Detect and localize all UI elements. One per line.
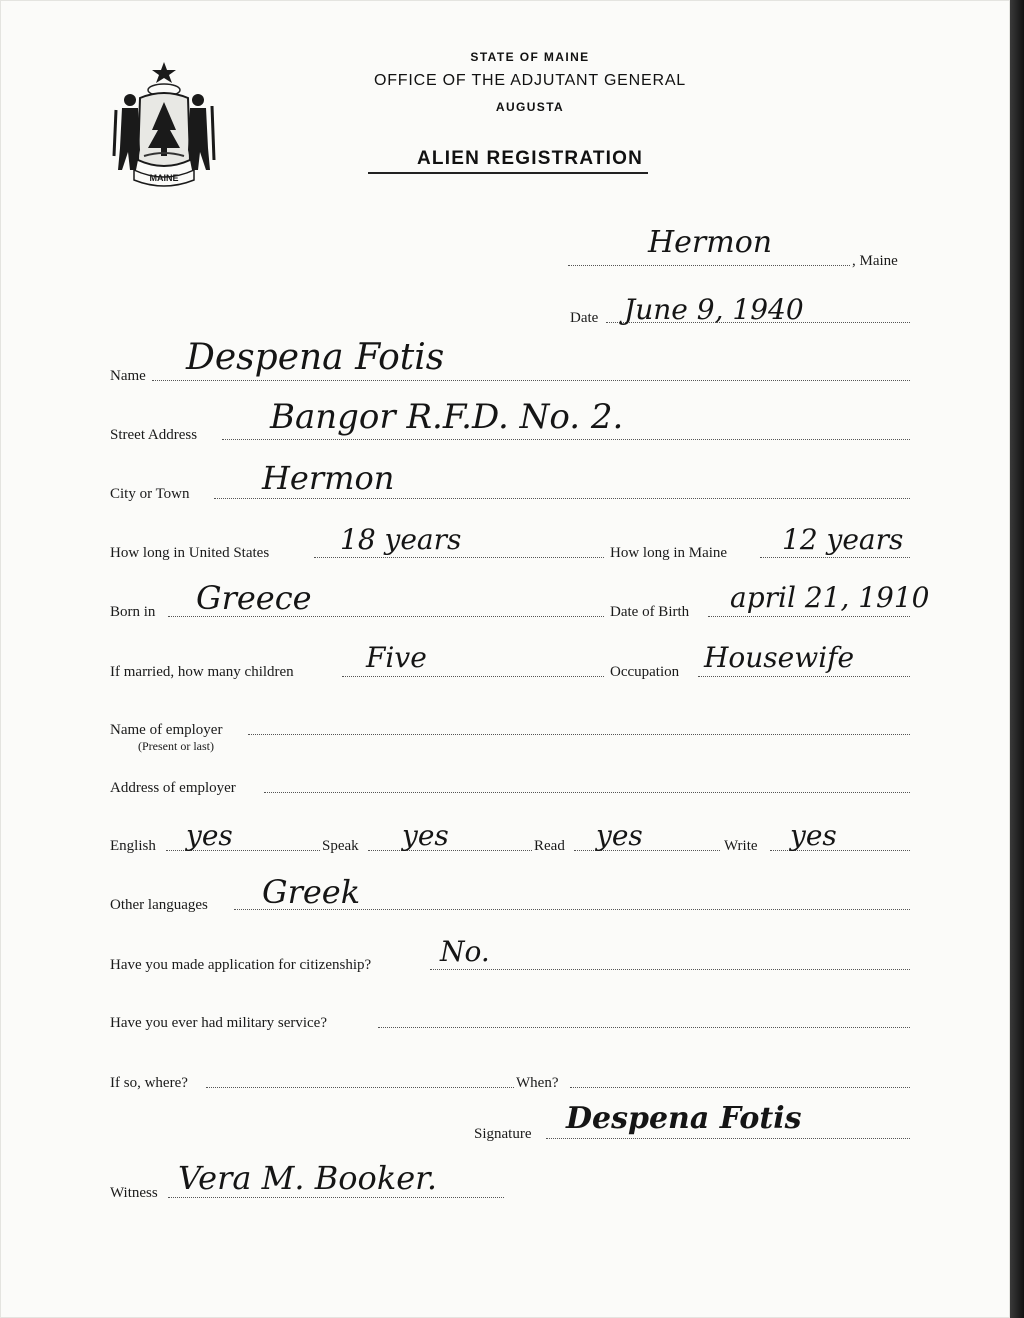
employer-line [248, 734, 910, 735]
us-duration-value: 18 years [340, 523, 462, 556]
english-value: yes [186, 819, 233, 852]
when-line [570, 1087, 910, 1088]
other-languages-value: Greek [262, 873, 361, 911]
citizenship-line [430, 969, 910, 970]
speak-label: Speak [322, 838, 359, 854]
street-line [222, 439, 910, 440]
signature-line [546, 1138, 910, 1139]
street-label: Street Address [110, 427, 198, 443]
military-line [378, 1027, 910, 1028]
children-value: Five [366, 641, 427, 674]
maine-duration-value: 12 years [782, 523, 904, 556]
employer-address-label: Address of employer [110, 780, 236, 796]
employer-label: Name of employer [110, 722, 223, 738]
children-label: If married, how many children [110, 664, 294, 680]
street-value: Bangor R.F.D. No. 2. [270, 397, 624, 437]
town-value: Hermon [648, 225, 773, 260]
city-label: City or Town [110, 486, 190, 502]
witness-value: Vera M. Booker. [178, 1159, 438, 1197]
write-value: yes [790, 819, 837, 852]
witness-label: Witness [110, 1185, 158, 1201]
born-value: Greece [196, 579, 312, 617]
read-label: Read [534, 838, 565, 854]
signature-value: Despena Fotis [566, 1101, 802, 1136]
city-value: Hermon [262, 459, 395, 497]
city-heading: AUGUSTA [495, 100, 565, 114]
signature-label: Signature [474, 1126, 532, 1142]
us-duration-label: How long in United States [110, 545, 270, 561]
where-line [206, 1087, 514, 1088]
form-title: ALIEN REGISTRATION [416, 148, 644, 169]
date-value: June 9, 1940 [624, 293, 804, 326]
occupation-label: Occupation [610, 664, 680, 680]
seal-banner-text: MAINE [149, 173, 179, 183]
maine-duration-line [760, 557, 910, 558]
dob-value: april 21, 1910 [730, 581, 930, 614]
dob-line [708, 616, 910, 617]
maine-state-seal [110, 60, 218, 188]
name-line [152, 380, 910, 381]
citizenship-label: Have you made application for citizenship? [110, 957, 372, 973]
employer-sublabel: (Present or last) [138, 739, 214, 753]
office-heading: OFFICE OF THE ADJUTANT GENERAL [373, 72, 687, 89]
witness-line [168, 1197, 504, 1198]
city-line [214, 498, 910, 499]
state-heading: STATE OF MAINE [470, 50, 590, 64]
speak-line [368, 850, 532, 851]
employer-address-line [264, 792, 910, 793]
write-label: Write [724, 838, 758, 854]
born-label: Born in [110, 604, 156, 620]
citizenship-value: No. [440, 935, 490, 968]
military-label: Have you ever had military service? [110, 1015, 327, 1031]
occupation-line [698, 676, 910, 677]
read-value: yes [596, 819, 643, 852]
us-duration-line [314, 557, 604, 558]
maine-duration-label: How long in Maine [610, 545, 728, 561]
occupation-value: Housewife [704, 641, 855, 674]
name-label: Name [110, 368, 146, 384]
english-label: English [110, 838, 156, 854]
dob-label: Date of Birth [610, 604, 690, 620]
title-underline [368, 172, 648, 174]
speak-value: yes [402, 819, 449, 852]
children-line [342, 676, 604, 677]
scan-edge [1010, 0, 1024, 1318]
name-value: Despena Fotis [186, 337, 445, 378]
when-label: When? [516, 1075, 559, 1091]
other-languages-label: Other languages [110, 897, 208, 913]
where-label: If so, where? [110, 1075, 188, 1091]
maine-suffix: , Maine [852, 253, 898, 269]
town-line [568, 265, 850, 266]
date-label: Date [570, 310, 599, 326]
